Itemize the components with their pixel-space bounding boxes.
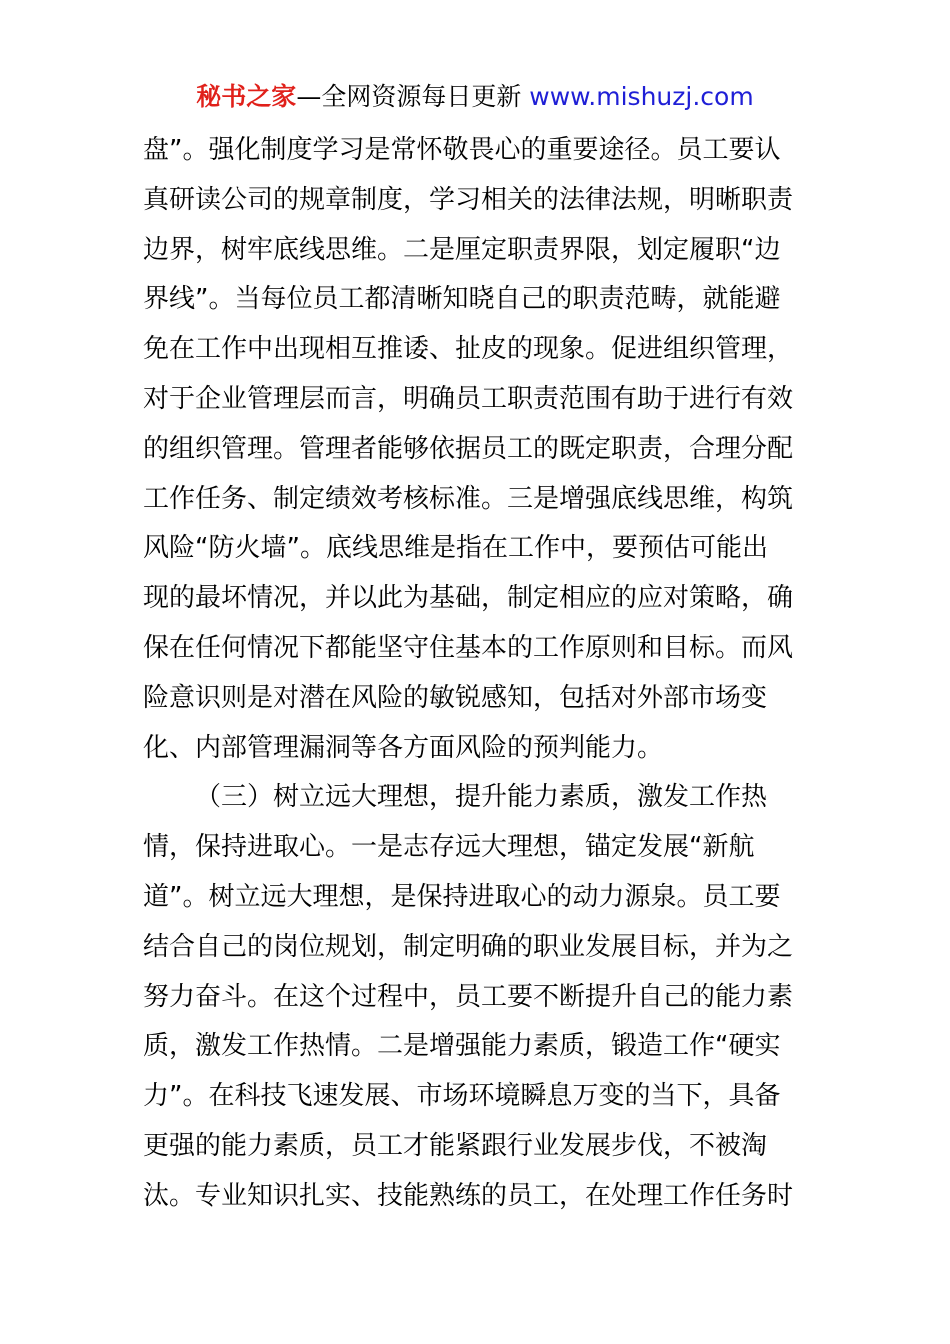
site-tagline: —全网资源每日更新 [296,82,530,111]
text-line: 化、内部管理漏洞等各方面风险的预判能力。 [143,732,664,763]
text-line: 结合自己的岗位规划，制定明确的职业发展目标，并为之 [143,931,794,962]
text-line: 努力奋斗。在这个过程中，员工要不断提升自己的能力素 [143,981,794,1012]
text-line: 对于企业管理层而言，明确员工职责范围有助于进行有效 [143,383,794,414]
text-line: 工作任务、制定绩效考核标准。三是增强底线思维，构筑 [143,483,794,514]
text-line: 险意识则是对潜在风险的敏锐感知，包括对外部市场变 [143,682,768,713]
text-line: 质，激发工作热情。二是增强能力素质，锻造工作“硬实 [143,1031,781,1062]
text-line: 更强的能力素质，员工才能紧跟行业发展步伐，不被淘 [143,1130,768,1161]
site-brand: 秘书之家 [196,82,297,111]
text-line: 边界，树牢底线思维。二是厘定职责界限，划定履职“边 [143,234,781,265]
text-line: 现的最坏情况，并以此为基础，制定相应的应对策略，确 [143,583,794,614]
text-line: 情，保持进取心。一是志存远大理想，锚定发展“新航 [143,832,755,863]
page-header [0,80,950,114]
text-line: 免在工作中出现相互推诿、扯皮的现象。促进组织管理， [143,334,794,365]
text-line: 力”。在科技飞速发展、市场环境瞬息万变的当下，具备 [143,1081,781,1112]
text-line: 道”。树立远大理想，是保持进取心的动力源泉。员工要 [143,881,781,912]
site-url: www.mishuzj.com [529,82,754,111]
text-line: 保在任何情况下都能坚守住基本的工作原则和目标。而风 [143,632,794,663]
document-body [143,126,808,1222]
text-line: 的组织管理。管理者能够依据员工的既定职责，合理分配 [143,433,794,464]
text-line: 真研读公司的规章制度，学习相关的法律法规，明晰职责 [143,184,794,215]
text-line: 汰。专业知识扎实、技能熟练的员工，在处理工作任务时 [143,1180,794,1211]
text-line: 风险“防火墙”。底线思维是指在工作中，要预估可能出 [143,533,768,564]
text-line: 盘”。强化制度学习是常怀敬畏心的重要途径。员工要认 [143,135,781,165]
section-heading-line: （三）树立远大理想，提升能力素质，激发工作热 [195,782,768,813]
text-line: 界线”。当每位员工都清晰知晓自己的职责范畴，就能避 [143,284,781,315]
